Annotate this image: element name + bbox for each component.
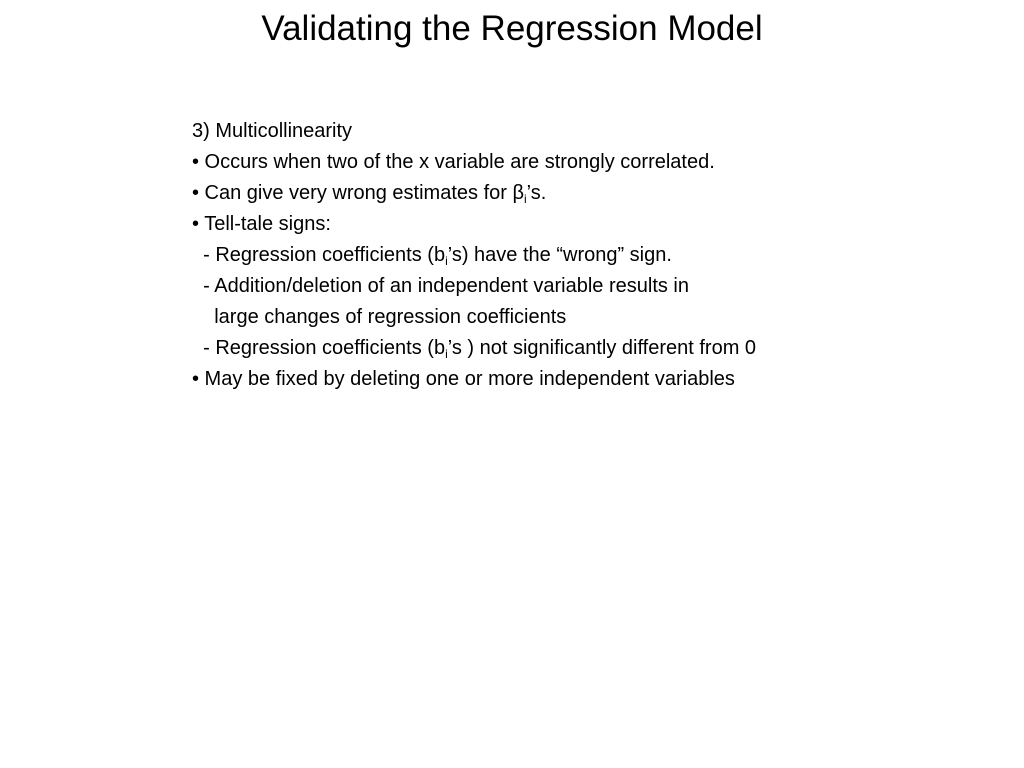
sign-wrong-sign-suffix: ’s) have the “wrong” sign. [447,244,672,266]
sign-not-significant-suffix: ’s ) not significantly different from 0 [447,337,757,359]
sign-wrong-sign-text: - Regression coefficients (b [192,244,446,266]
subscript-i: i [523,192,527,206]
bullet-estimates-text: • Can give very wrong estimates for β [192,182,524,204]
bullet-estimates-suffix: ’s. [526,182,547,204]
subscript-i: i [445,254,448,268]
bullet-occurs: • Occurs when two of the x variable are strongly correlated. [192,151,715,173]
section-heading: 3) Multicollinearity [192,120,353,142]
bullet-fix: • May be fixed by deleting one or more independent variables [192,368,735,390]
sign-not-significant [192,333,992,364]
sign-addition-line1: - Addition/deletion of an independent variable results in [192,275,690,297]
subscript-i: i [445,347,448,361]
sign-wrong-sign [192,240,992,271]
slide-title: Validating the Regression Model [261,9,763,48]
bullet-signs: • Tell-tale signs: [192,213,331,235]
slide-body [192,116,992,395]
bullet-estimates [192,178,992,209]
sign-addition-line2: large changes of regression coefficients [192,306,567,328]
sign-not-significant-text: - Regression coefficients (b [192,337,446,359]
